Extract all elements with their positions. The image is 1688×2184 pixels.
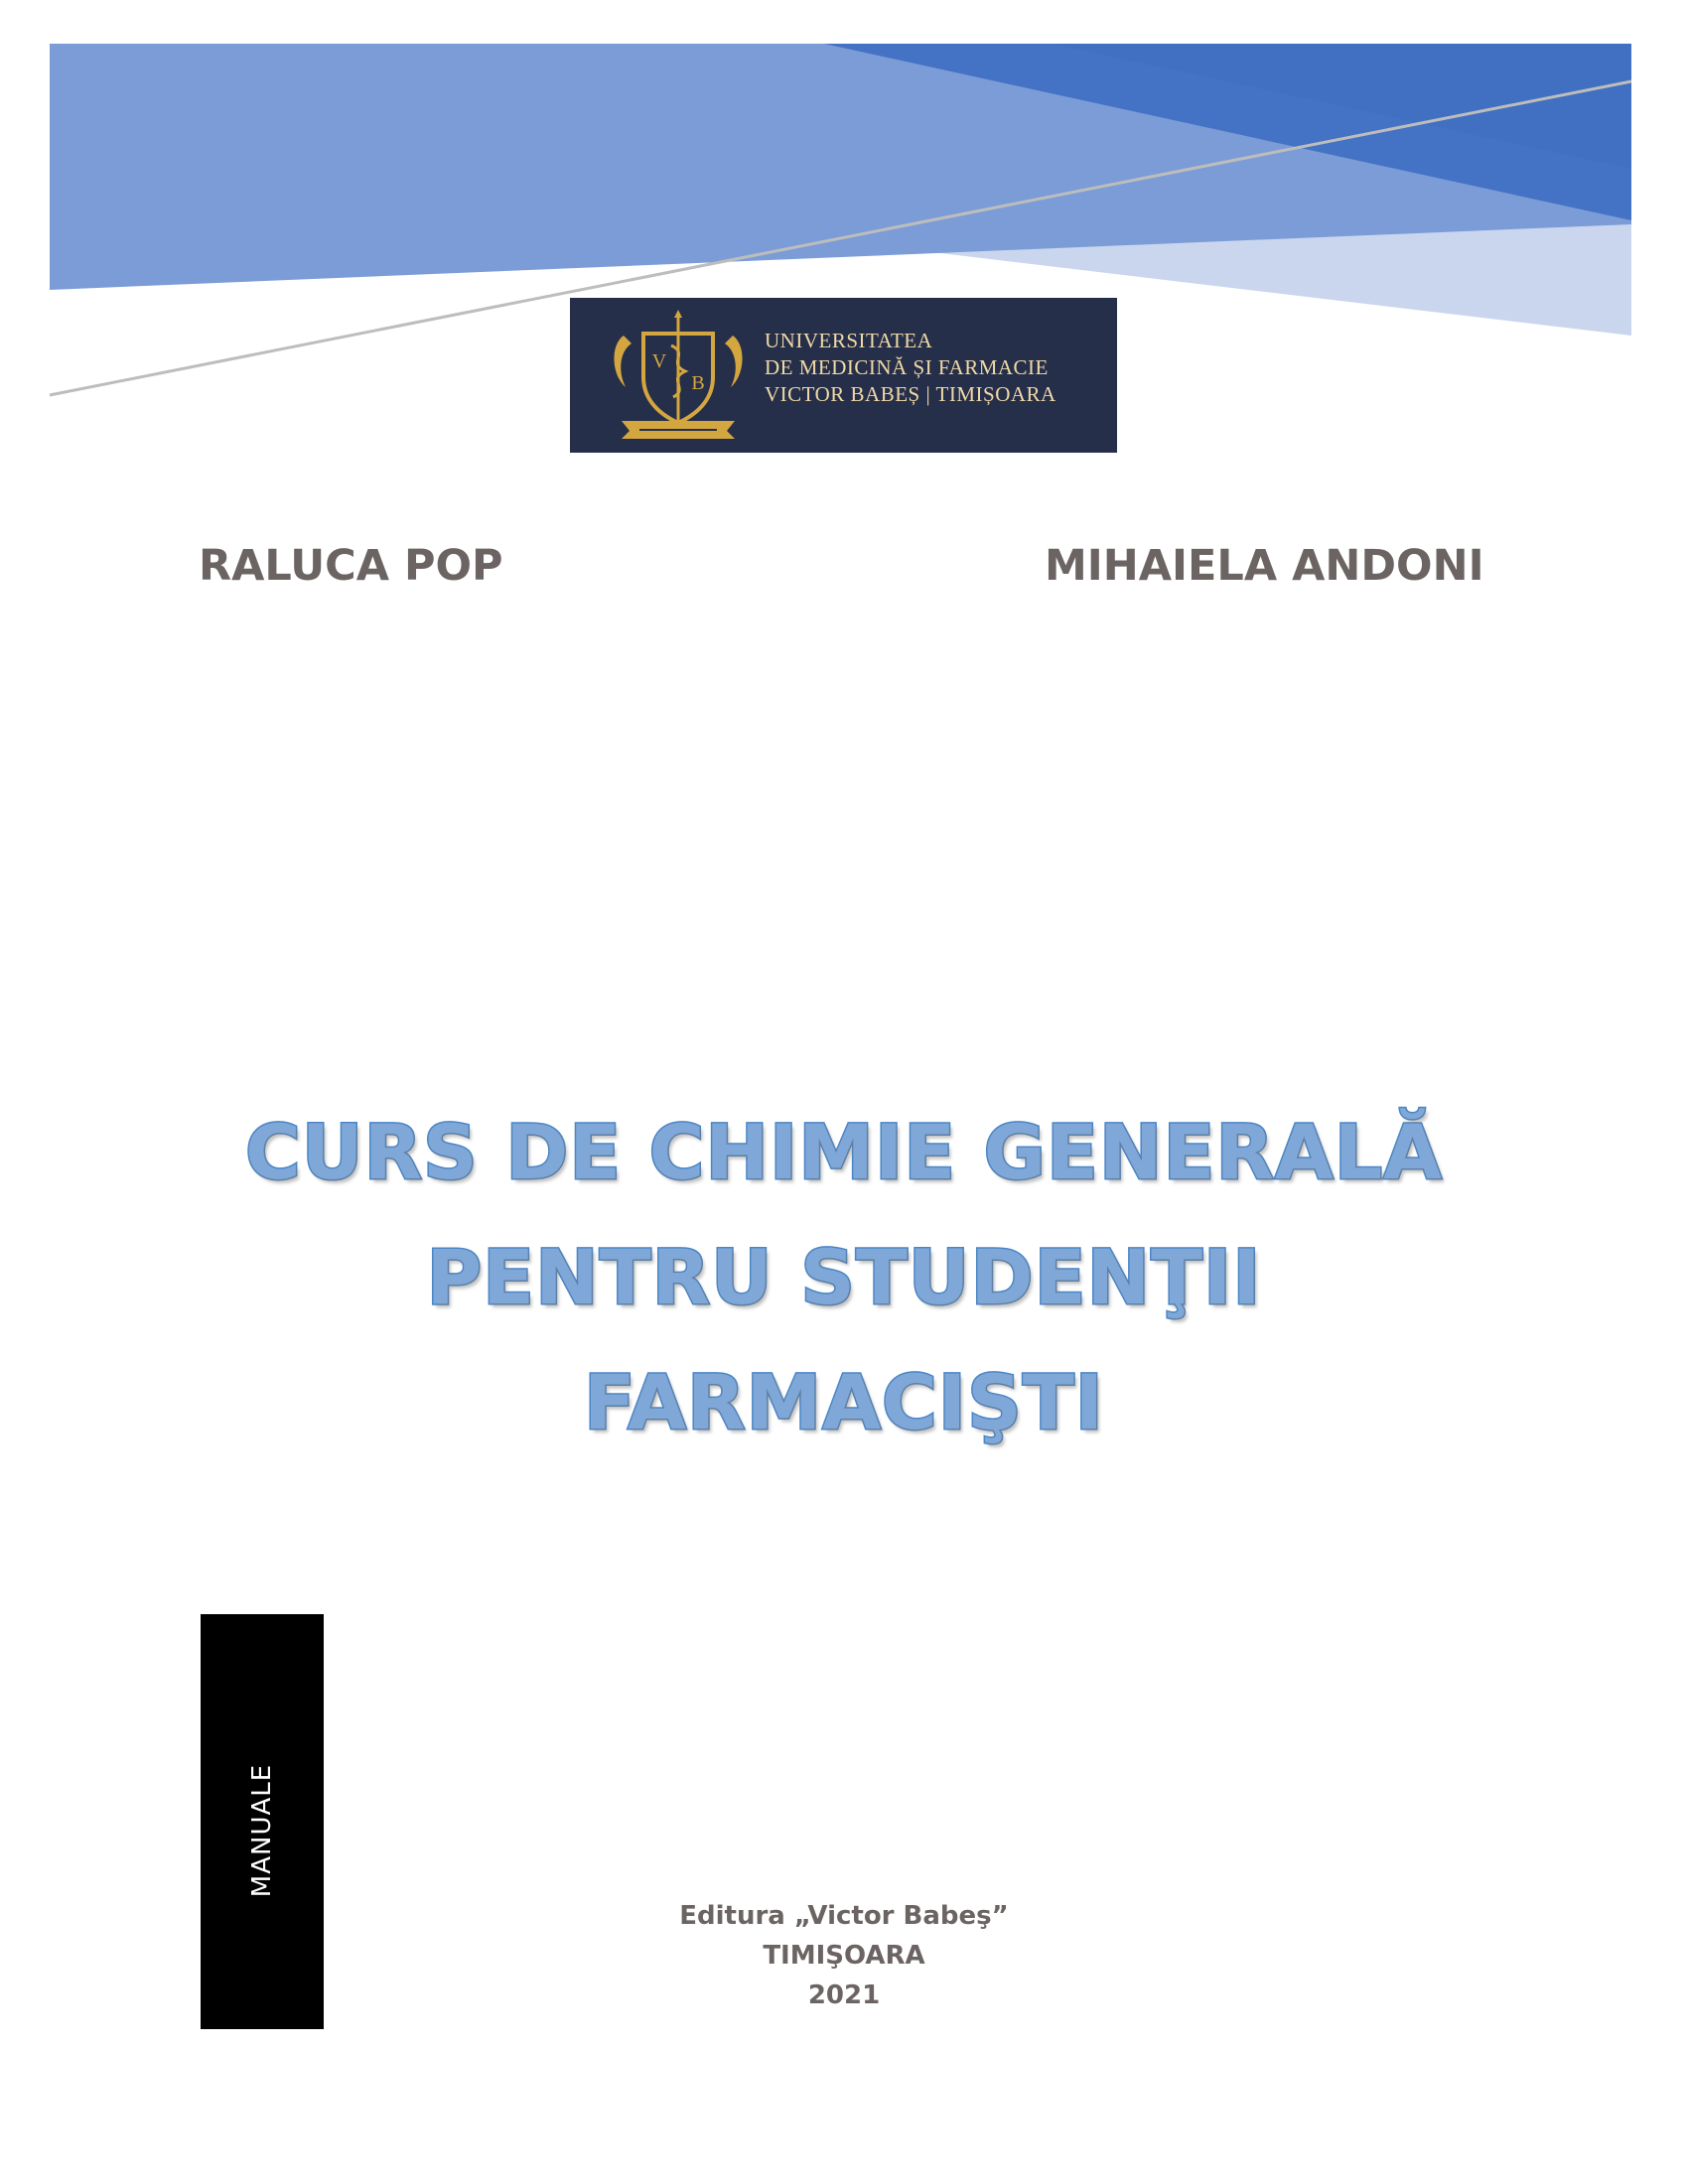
publisher-info (546, 1896, 1142, 2015)
university-name (765, 328, 1107, 408)
crest-letter-v: V (651, 350, 667, 372)
book-title (199, 1090, 1489, 1465)
university-name-line-1: UNIVERSITATEA (765, 329, 933, 352)
university-name-line-3: VICTOR BABEȘ | TIMIȘOARA (765, 382, 1056, 406)
author-mihaiela-andoni: MIHAIELA ANDONI (1045, 541, 1484, 591)
book-title-line-2: PENTRU STUDENŢII (426, 1233, 1262, 1321)
publisher-name: Editura „Victor Babeş” (679, 1901, 1009, 1931)
series-label: MANUALE (247, 1763, 277, 1898)
university-name-line-2: DE MEDICINĂ ȘI FARMACIE (765, 355, 1049, 379)
author-raluca-pop: RALUCA POP (199, 541, 503, 591)
university-logo (570, 298, 1117, 453)
series-spine (201, 1614, 324, 2029)
book-title-line-3: FARMACIŞTI (584, 1358, 1104, 1446)
university-crest-icon (604, 306, 753, 441)
publication-year: 2021 (807, 1980, 881, 2010)
crest-letter-b: B (691, 372, 705, 394)
book-title-line-1: CURS DE CHIMIE GENERALĂ (244, 1108, 1443, 1196)
publisher-city: TIMIŞOARA (763, 1941, 925, 1971)
